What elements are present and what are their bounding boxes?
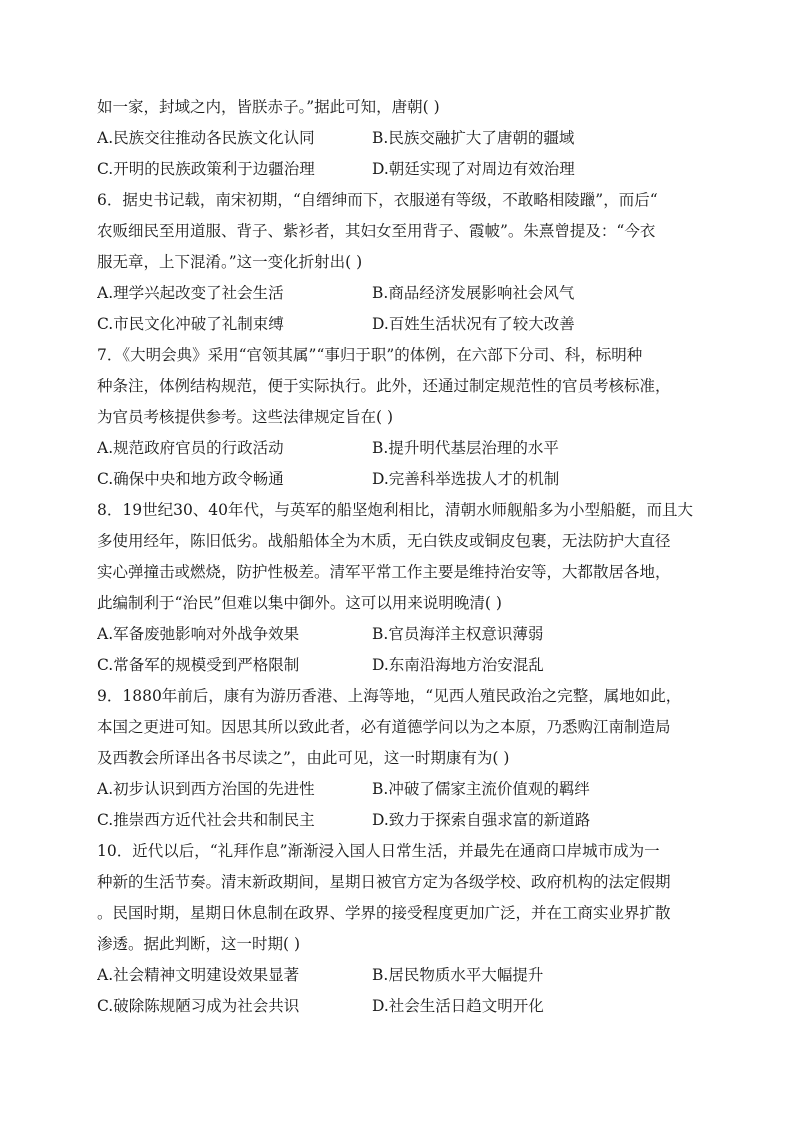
option-row: [97, 991, 701, 1022]
option-a: A.民族交往推动各民族文化认同: [97, 129, 315, 147]
question-stem-line: 10．近代以后，“礼拜作息”渐渐浸入国人日常生活，并最先在通商口岸城市成为一: [97, 842, 660, 860]
option-d: D.东南沿海地方治安混乱: [372, 656, 544, 674]
option-c: C.开明的民族政策利于边疆治理: [97, 160, 315, 178]
option-c: C.推崇西方近代社会共和制民主: [97, 811, 315, 829]
question-10: [97, 836, 701, 1022]
question-stem-line: 及西教会所译出各书尽读之”，由此可见，这一时期康有为( ): [97, 749, 510, 767]
question-8: [97, 495, 701, 681]
question-9: [97, 681, 701, 836]
option-row: [97, 650, 701, 681]
option-d: D.百姓生活状况有了较大改善: [372, 315, 575, 333]
question-stem-line: 多使用经年，陈旧低劣。战船船体全为木质，无白铁皮或铜皮包裹，无法防护大直径: [97, 532, 671, 550]
option-row: [97, 154, 701, 185]
question-stem-line: 渗透。据此判断，这一时期( ): [97, 935, 301, 953]
question-stem-line: 服无章，上下混淆。”这一变化折射出( ): [97, 253, 363, 271]
option-d: D.完善科举选拔人才的机制: [372, 470, 560, 488]
option-row: [97, 805, 701, 836]
option-c: C.常备军的规模受到严格限制: [97, 656, 300, 674]
option-row: [97, 960, 701, 991]
option-a: A.理学兴起改变了社会生活: [97, 284, 284, 302]
option-d: D.致力于探索自强求富的新道路: [372, 811, 591, 829]
option-b: B.冲破了儒家主流价值观的羁绊: [372, 780, 590, 798]
option-a: A.规范政府官员的行政活动: [97, 439, 284, 457]
option-row: [97, 619, 701, 650]
option-a: A.军备废弛影响对外战争效果: [97, 625, 300, 643]
option-b: B.居民物质水平大幅提升: [372, 966, 544, 984]
question-stem-line: 。民国时期，星期日休息制在政界、学界的接受程度更加广泛，并在工商实业界扩散: [97, 904, 671, 922]
question-stem-line: 此编制利于“治民”但难以集中御外。这可以用来说明晚清( ): [97, 594, 502, 612]
question-stem-line: 实心弹撞击或燃烧，防护性极差。清军平常工作主要是维持治安等，大都散居各地，: [97, 563, 671, 581]
question-stem-line: 8．19世纪30、40年代，与英军的船坚炮利相比，清朝水师舰船多为小型船艇，而且大: [97, 501, 694, 519]
option-c: C.确保中央和地方政令畅通: [97, 470, 284, 488]
option-row: [97, 278, 701, 309]
option-row: [97, 309, 701, 340]
option-c: C.破除陈规陋习成为社会共识: [97, 997, 300, 1015]
question-6: [97, 185, 701, 340]
question-stem-line: 本国之更进可知。因思其所以致此者，必有道德学问以为之本原，乃悉购江南制造局: [97, 718, 671, 736]
option-c: C.市民文化冲破了礼制束缚: [97, 315, 284, 333]
question-7: [97, 340, 701, 495]
question-stem-line: 种新的生活节奏。清末新政期间，星期日被官方定为各级学校、政府机构的法定假期: [97, 873, 671, 891]
option-row: [97, 433, 701, 464]
option-d: D.朝廷实现了对周边有效治理: [372, 160, 575, 178]
option-a: A.初步认识到西方治国的先进性: [97, 780, 315, 798]
option-b: B.民族交融扩大了唐朝的疆域: [372, 129, 575, 147]
question-stem-line: 6．据史书记载，南宋初期，“自缙绅而下，衣服递有等级，不敢略相陵躐”，而后“: [97, 191, 658, 209]
question-stem-line: 9．1880年前后，康有为游历香港、上海等地，“见西人殖民政治之完整，属地如此，: [97, 687, 682, 705]
question-stem-line: 如一家，封域之内，皆朕赤子。”据此可知，唐朝( ): [97, 98, 440, 116]
question-stem-line: 7．《大明会典》采用“官领其属”“事归于职”的体例，在六部下分司、科，标明种: [97, 346, 643, 364]
question-stem-line: 农贩细民至用道服、背子、紫衫者，其妇女至用背子、霞帔”。朱熹曾提及：“今衣: [97, 222, 656, 240]
exam-page: [97, 92, 701, 1022]
question-stem-line: 为官员考核提供参考。这些法律规定旨在( ): [97, 408, 394, 426]
option-d: D.社会生活日趋文明开化: [372, 997, 544, 1015]
option-b: B.商品经济发展影响社会风气: [372, 284, 575, 302]
option-row: [97, 123, 701, 154]
option-a: A.社会精神文明建设效果显著: [97, 966, 300, 984]
option-b: B.提升明代基层治理的水平: [372, 439, 559, 457]
question-stem-line: 种条注，体例结构规范，便于实际执行。此外，还通过制定规范性的官员考核标准，: [97, 377, 671, 395]
option-row: [97, 774, 701, 805]
question-5: [97, 92, 701, 185]
option-row: [97, 464, 701, 495]
option-b: B.官员海洋主权意识薄弱: [372, 625, 544, 643]
